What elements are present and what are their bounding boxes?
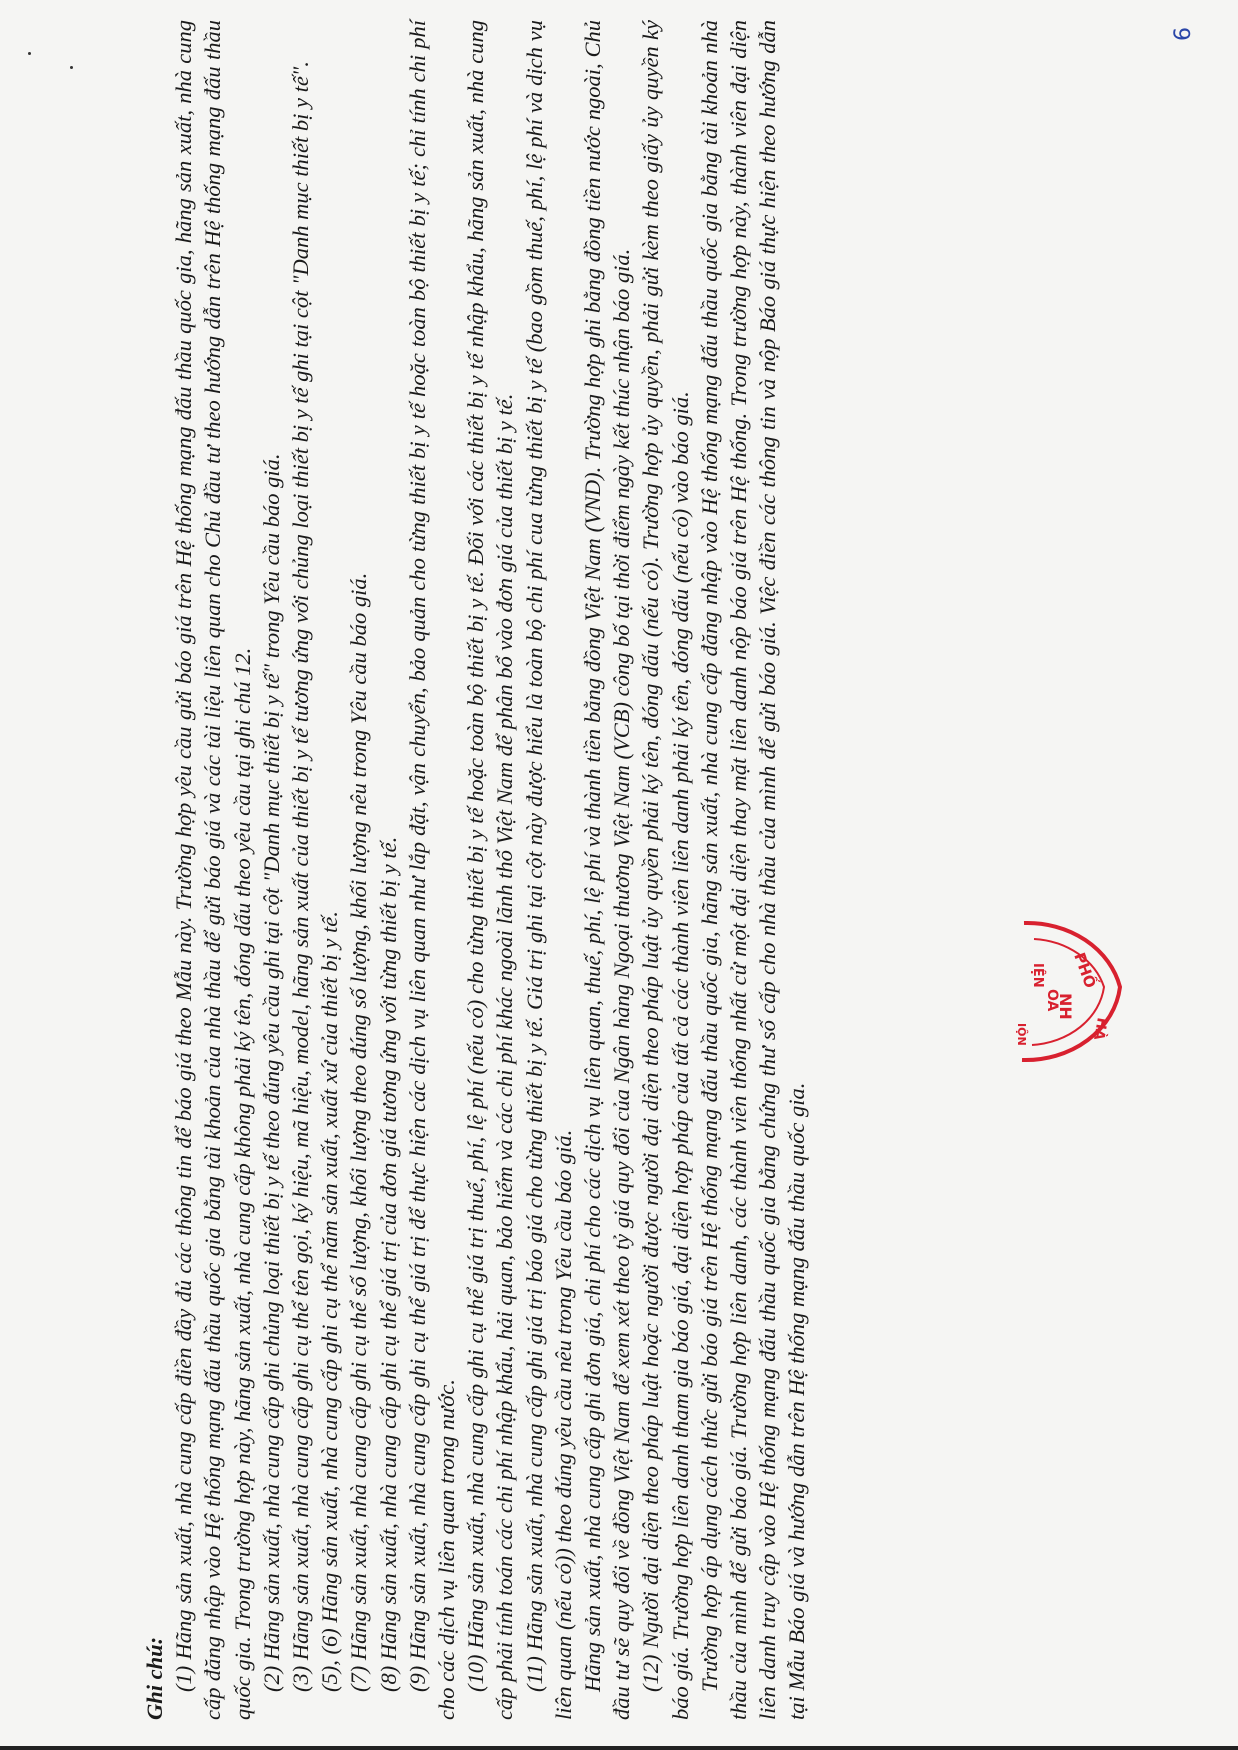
note-item: (8) Hãng sản xuất, nhà cung cấp ghi cụ thể giá trị của đơn giá tương ứng với từng thiết bị y tế.: [375, 836, 401, 1692]
note-item: Hãng sản xuất, nhà cung cấp ghi đơn giá, chi phí cho các dịch vụ liên quan, thuế, phí, lệ phí và thành tiền bằng đồng Việt Nam (VND). Trường hợp ghi bằng đồng tiền nước ngoài, Chủ đầu tư sẽ quy đổi về đồng Việt Nam để xem xét theo tỷ giá quy đổi của Ngân hàng Ngoại thương Việt Nam (VCB) công bố tại thời điểm ngày kết thúc nhận báo giá.: [580, 20, 635, 1720]
scan-speck: [28, 52, 31, 55]
svg-text:HÀ: HÀ: [1090, 1016, 1110, 1042]
notes-section: [140, 20, 1230, 1720]
page-number: 6: [1171, 27, 1196, 41]
note-item: (10) Hãng sản xuất, nhà cung cấp ghi cụ thể giá trị thuế, phí, lệ phí (nếu có) cho từng thiết bị y tế hoặc toàn bộ thiết bị y tế. Đối với các thiết bị y tế nhập khẩu, hãng sản xuất, nhà cung cấp phải tính toán các chi phí nhập khẩu, hải quan, bảo hiểm và các chi phí khác ngoài lãnh thổ Việt Nam để phân bổ vào đơn giá của thiết bị y tế.: [463, 20, 518, 1720]
note-item: (7) Hãng sản xuất, nhà cung cấp ghi cụ thể số lượng, khối lượng theo đúng số lượng, khối lượng nêu trong Yêu cầu báo giá.: [346, 572, 372, 1692]
scan-edge: [0, 1746, 1238, 1750]
note-item: (3) Hãng sản xuất, nhà cung cấp ghi cụ thể tên gọi, ký hiệu, mã hiệu, model, hãng sản xuất của thiết bị y tế tương ứng với chủng loại thiết bị y tế ghi tại cột "Danh mục thiết bị y tế".: [288, 61, 314, 1692]
notes-text: [140, 20, 812, 1720]
scan-speck: [70, 66, 73, 69]
note-item: (11) Hãng sản xuất, nhà cung cấp ghi giá trị báo giá cho từng thiết bị y tế. Giá trị ghi tại cột này được hiểu là toàn bộ chi phí cua từng thiết bị y tế (bao gồm thuế, phí, lệ phí và dịch vụ liên quan (nếu có)) theo đúng yêu cầu nêu trong Yêu cầu báo giá.: [521, 20, 576, 1720]
note-item: Trường hợp áp dụng cách thức gửi báo giá trên Hệ thống mạng đấu thầu quốc gia, hãng sản xuất, nhà cung cấp đăng nhập vào Hệ thống mạng đấu thầu quốc gia bằng tài khoản nhà thầu của mình để gửi báo giá. Trường hợp liên danh, các thành viên thống nhất cử một đại diện thay mặt liên danh nộp báo giá trên Hệ thống. Trong trường hợp này, thành viên đại diện liên danh truy cập vào Hệ thống mạng đấu thầu quốc gia bằng chứng thư số cấp cho nhà thầu của mình để gửi báo giá. Việc điền các thông tin và nộp Báo giá thực hiện theo hướng dẫn tại Mẫu Báo giá và hướng dẫn trên Hệ thống mạng đấu thầu quốc gia.: [696, 20, 810, 1720]
note-item: (2) Hãng sản xuất, nhà cung cấp ghi chủng loại thiết bị y tế theo đúng yêu cầu ghi tại cột "Danh mục thiết bị y tế" trong Yêu cầu báo giá.: [258, 453, 284, 1692]
svg-text:OA: OA: [1044, 989, 1060, 1012]
note-item: (1) Hãng sản xuất, nhà cung cấp điền đầy đủ các thông tin để báo giá theo Mẫu này. Trường hợp yêu cầu gửi báo giá trên Hệ thống mạng đấu thầu quốc gia, hãng sản xuất, nhà cung cấp đăng nhập vào Hệ thống mạng đấu thầu quốc gia bằng tài khoản của nhà thầu để gửi báo giá và các tài liệu liên quan cho Chủ đầu tư theo hướng dẫn trên Hệ thống mạng đấu thầu quốc gia. Trong trường hợp này, hãng sản xuất, nhà cung cấp không phải ký tên, đóng dấu theo yêu cầu tại ghi chú 12.: [171, 20, 255, 1720]
svg-text:IỆN: IỆN: [1030, 963, 1045, 988]
note-item: (12) Người đại diện theo pháp luật hoặc người được người đại diện theo pháp luật ủy quyền phải ký tên, đóng dấu (nếu có). Trường hợp ủy quyền, phải gửi kèm theo giấy ủy quyền ký báo giá. Trường hợp liên danh tham gia báo giá, đại diện hợp pháp của tất cả các thành viên liên danh phải ký tên, đóng dấu (nếu có) vào báo giá.: [638, 20, 693, 1720]
svg-text:NH: NH: [1056, 993, 1075, 1020]
svg-text:IỘN: IỘN: [1015, 1023, 1028, 1046]
note-item: (5), (6) Hãng sản xuất, nhà cung cấp ghi cụ thể năm sản xuất, xuất xứ của thiết bị y tế.: [317, 911, 343, 1692]
note-item: (9) Hãng sản xuất, nhà cung cấp ghi cụ thể giá trị để thực hiện các dịch vụ liên quan như lắp đặt, vận chuyển, bảo quản cho từng thiết bị y tế hoặc toàn bộ thiết bị y tế; chỉ tính chi phí cho các dịch vụ liên quan trong nước.: [404, 20, 460, 1720]
seal-stamp: [1012, 905, 1132, 1070]
notes-heading: Ghi chú:: [142, 1636, 167, 1720]
svg-text:PHỐ: PHỐ: [1070, 950, 1100, 991]
